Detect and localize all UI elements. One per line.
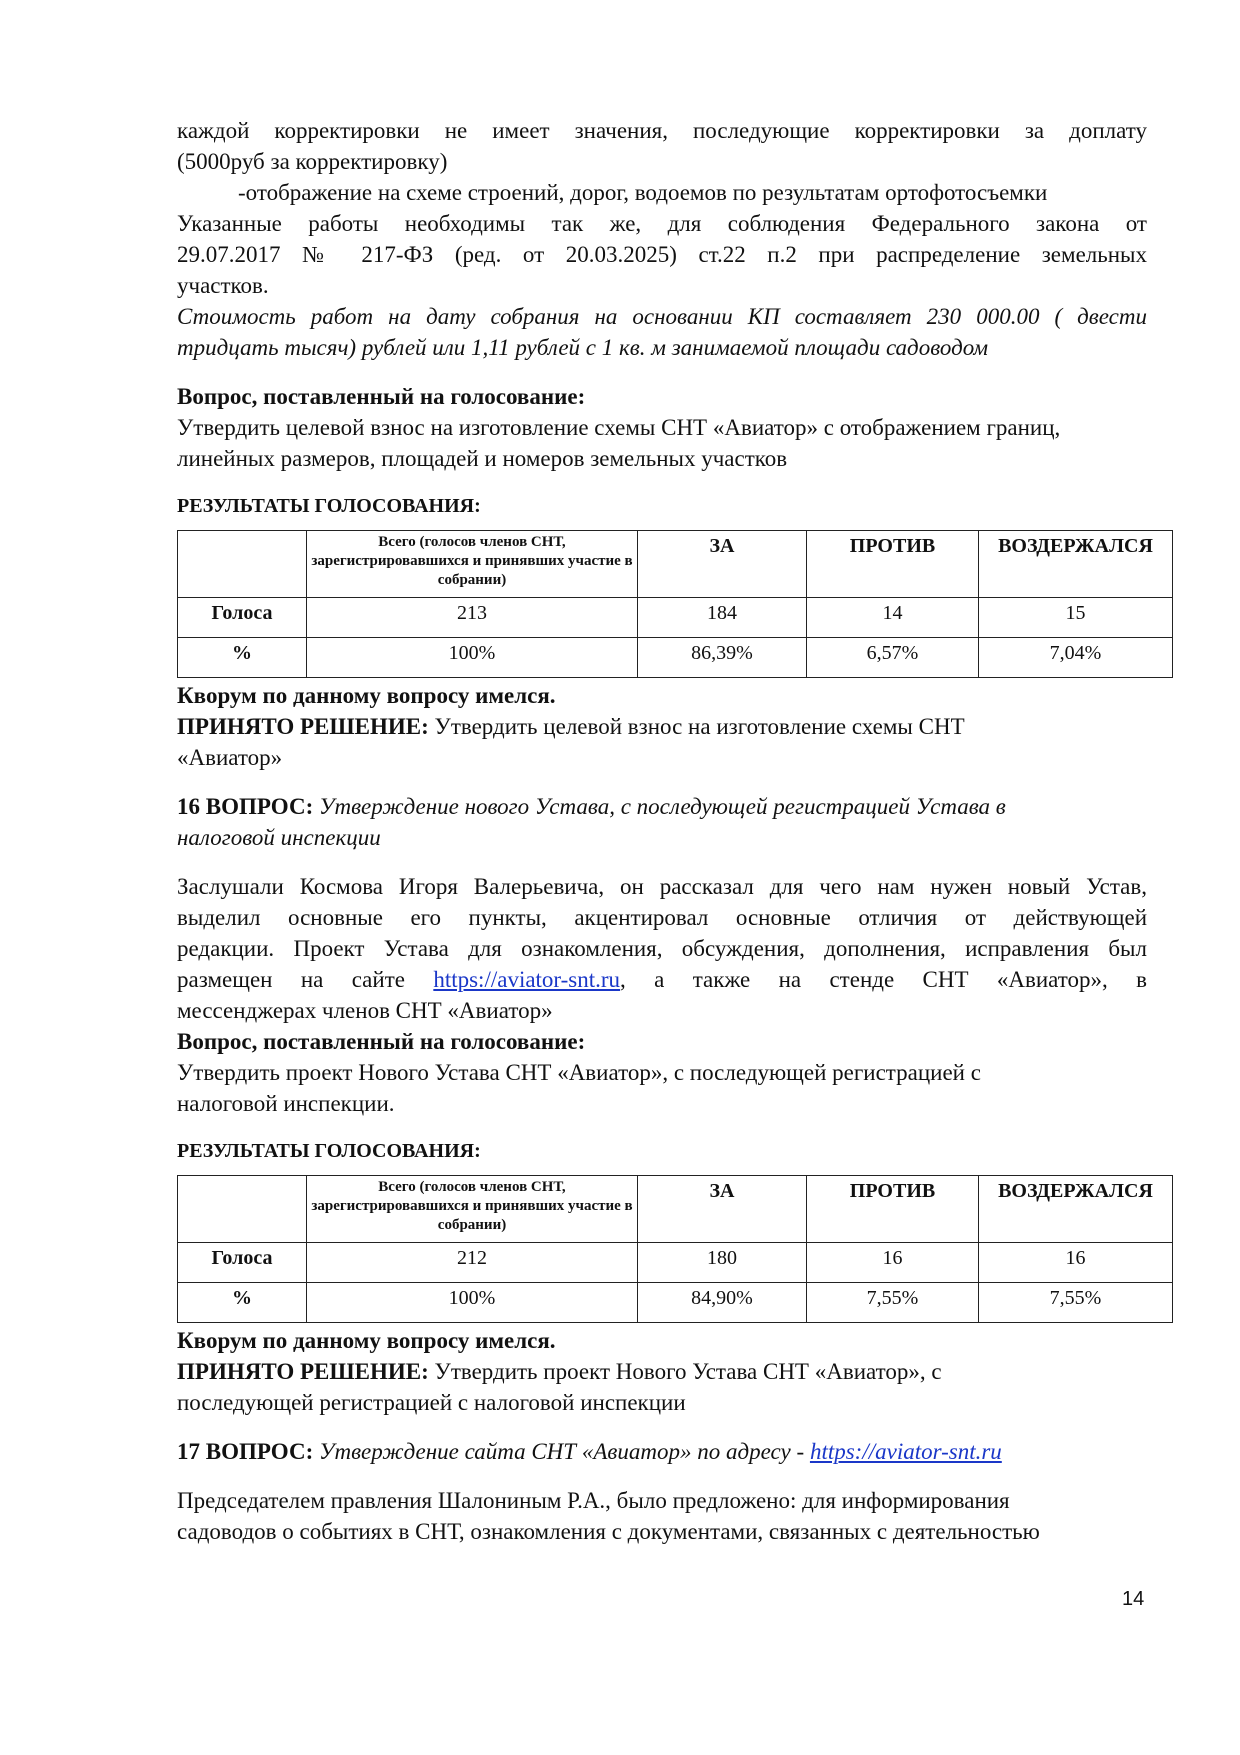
vote-question-text: Утвердить проект Нового Устава СНТ «Авиатор», с последующей регистрацией с bbox=[177, 1060, 981, 1085]
vote-question-text: линейных размеров, площадей и номеров земельных участков bbox=[177, 446, 788, 471]
cell-against: 14 bbox=[807, 598, 979, 638]
paragraph-line: Заслушали Космова Игоря Валерьевича, он рассказал для чего нам нужен новый Устав, bbox=[177, 874, 1147, 899]
paragraph-line: (5000руб за корректировку) bbox=[177, 149, 448, 174]
decision-line bbox=[177, 711, 1147, 742]
cost-note-line: Стоимость работ на дату собрания на основании КП составляет 230 000.00 ( двести bbox=[177, 304, 1147, 329]
paragraph-line: участков. bbox=[177, 273, 269, 298]
paragraph-line: 29.07.2017 № 217-ФЗ (ред. от 20.03.2025) ст.22 п.2 при распределение земельных bbox=[177, 242, 1147, 267]
quorum-text: Кворум по данному вопросу имелся. bbox=[177, 683, 556, 708]
row-header-votes: Голоса bbox=[178, 598, 307, 638]
paragraph-text: , а также на стенде СНТ «Авиатор», в bbox=[620, 967, 1147, 992]
cell-total: 100% bbox=[307, 1283, 638, 1323]
cell-for: 184 bbox=[638, 598, 807, 638]
paragraph-line: редакции. Проект Устава для ознакомления, обсуждения, дополнения, исправления был bbox=[177, 936, 1147, 961]
paragraph-text: размещен на сайте bbox=[177, 967, 405, 992]
row-header-votes: Голоса bbox=[178, 1243, 307, 1283]
table-header-row bbox=[178, 531, 1173, 598]
table-corner-cell bbox=[178, 1176, 307, 1243]
row-header-percent: % bbox=[178, 1283, 307, 1323]
cost-note-line: тридцать тысяч) рублей или 1,11 рублей с 1 кв. м занимаемой площади садоводом bbox=[177, 335, 989, 360]
col-header-total: Всего (голосов членов СНТ, зарегистрировавшихся и принявших участие в собрании) bbox=[307, 1176, 638, 1243]
cell-total: 213 bbox=[307, 598, 638, 638]
quorum-text: Кворум по данному вопросу имелся. bbox=[177, 1328, 556, 1353]
col-header-for: ЗА bbox=[638, 531, 807, 598]
decision-text: «Авиатор» bbox=[177, 745, 283, 770]
cell-abstain: 7,04% bbox=[979, 638, 1173, 678]
col-header-for: ЗА bbox=[638, 1176, 807, 1243]
cell-total: 100% bbox=[307, 638, 638, 678]
decision-line bbox=[177, 1356, 1147, 1387]
paragraph-line: Председателем правления Шалониным Р.А., было предложено: для информирования bbox=[177, 1488, 1010, 1513]
question-number: 16 ВОПРОС: bbox=[177, 794, 314, 819]
site-link[interactable]: https://aviator-snt.ru bbox=[433, 967, 621, 992]
cell-for: 86,39% bbox=[638, 638, 807, 678]
col-header-against: ПРОТИВ bbox=[807, 531, 979, 598]
cell-abstain: 7,55% bbox=[979, 1283, 1173, 1323]
cell-for: 180 bbox=[638, 1243, 807, 1283]
decision-text: последующей регистрацией с налоговой инспекции bbox=[177, 1390, 686, 1415]
paragraph-line: каждой корректировки не имеет значения, последующие корректировки за доплату bbox=[177, 118, 1147, 143]
results-table bbox=[177, 530, 1173, 678]
cell-for: 84,90% bbox=[638, 1283, 807, 1323]
col-header-abstain: ВОЗДЕРЖАЛСЯ bbox=[979, 1176, 1173, 1243]
question-title: налоговой инспекции bbox=[177, 825, 381, 850]
table-corner-cell bbox=[178, 531, 307, 598]
site-link[interactable]: https://aviator-snt.ru bbox=[809, 1439, 1002, 1464]
cell-against: 7,55% bbox=[807, 1283, 979, 1323]
row-header-percent: % bbox=[178, 638, 307, 678]
col-header-against: ПРОТИВ bbox=[807, 1176, 979, 1243]
question-number: 17 ВОПРОС: bbox=[177, 1439, 314, 1464]
paragraph-line: мессенджерах членов СНТ «Авиатор» bbox=[177, 998, 553, 1023]
table-row bbox=[178, 1283, 1173, 1323]
results-heading: РЕЗУЛЬТАТЫ ГОЛОСОВАНИЯ: bbox=[177, 495, 481, 517]
cell-abstain: 15 bbox=[979, 598, 1173, 638]
paragraph-line: Указанные работы необходимы так же, для соблюдения Федерального закона от bbox=[177, 211, 1147, 236]
decision-label: ПРИНЯТО РЕШЕНИЕ: bbox=[177, 714, 429, 739]
table-header-row bbox=[178, 1176, 1173, 1243]
col-header-abstain: ВОЗДЕРЖАЛСЯ bbox=[979, 531, 1173, 598]
cell-total: 212 bbox=[307, 1243, 638, 1283]
question-heading bbox=[177, 1436, 1147, 1467]
cell-against: 6,57% bbox=[807, 638, 979, 678]
col-header-total: Всего (голосов членов СНТ, зарегистрировавшихся и принявших участие в собрании) bbox=[307, 531, 638, 598]
cell-abstain: 16 bbox=[979, 1243, 1173, 1283]
table-row bbox=[178, 1243, 1173, 1283]
question-heading bbox=[177, 791, 1147, 822]
decision-text: Утвердить проект Нового Устава СНТ «Авиатор», с bbox=[428, 1359, 942, 1384]
page-number: 14 bbox=[1122, 1588, 1145, 1610]
vote-question-label: Вопрос, поставленный на голосование: bbox=[177, 384, 586, 409]
vote-question-text: Утвердить целевой взнос на изготовление схемы СНТ «Авиатор» с отображением границ, bbox=[177, 415, 1061, 440]
cell-against: 16 bbox=[807, 1243, 979, 1283]
paragraph-line: садоводов о событиях в СНТ, ознакомления с документами, связанных с деятельностью bbox=[177, 1519, 1040, 1544]
table-row bbox=[178, 638, 1173, 678]
question-title: Утверждение нового Устава, с последующей регистрацией Устава в bbox=[313, 794, 1006, 819]
vote-question-label: Вопрос, поставленный на голосование: bbox=[177, 1029, 586, 1054]
paragraph-line bbox=[177, 964, 1147, 995]
results-heading: РЕЗУЛЬТАТЫ ГОЛОСОВАНИЯ: bbox=[177, 1140, 481, 1162]
question-title: Утверждение сайта СНТ «Авиатор» по адресу - bbox=[313, 1439, 810, 1464]
table-row bbox=[178, 598, 1173, 638]
paragraph-line: -отображение на схеме строений, дорог, водоемов по результатам ортофотосъемки bbox=[238, 180, 1048, 205]
results-table bbox=[177, 1175, 1173, 1323]
decision-label: ПРИНЯТО РЕШЕНИЕ: bbox=[177, 1359, 429, 1384]
document-page bbox=[177, 115, 1153, 1547]
paragraph-line: выделил основные его пункты, акцентировал основные отличия от действующей bbox=[177, 905, 1147, 930]
decision-text: Утвердить целевой взнос на изготовление схемы СНТ bbox=[428, 714, 965, 739]
vote-question-text: налоговой инспекции. bbox=[177, 1091, 395, 1116]
